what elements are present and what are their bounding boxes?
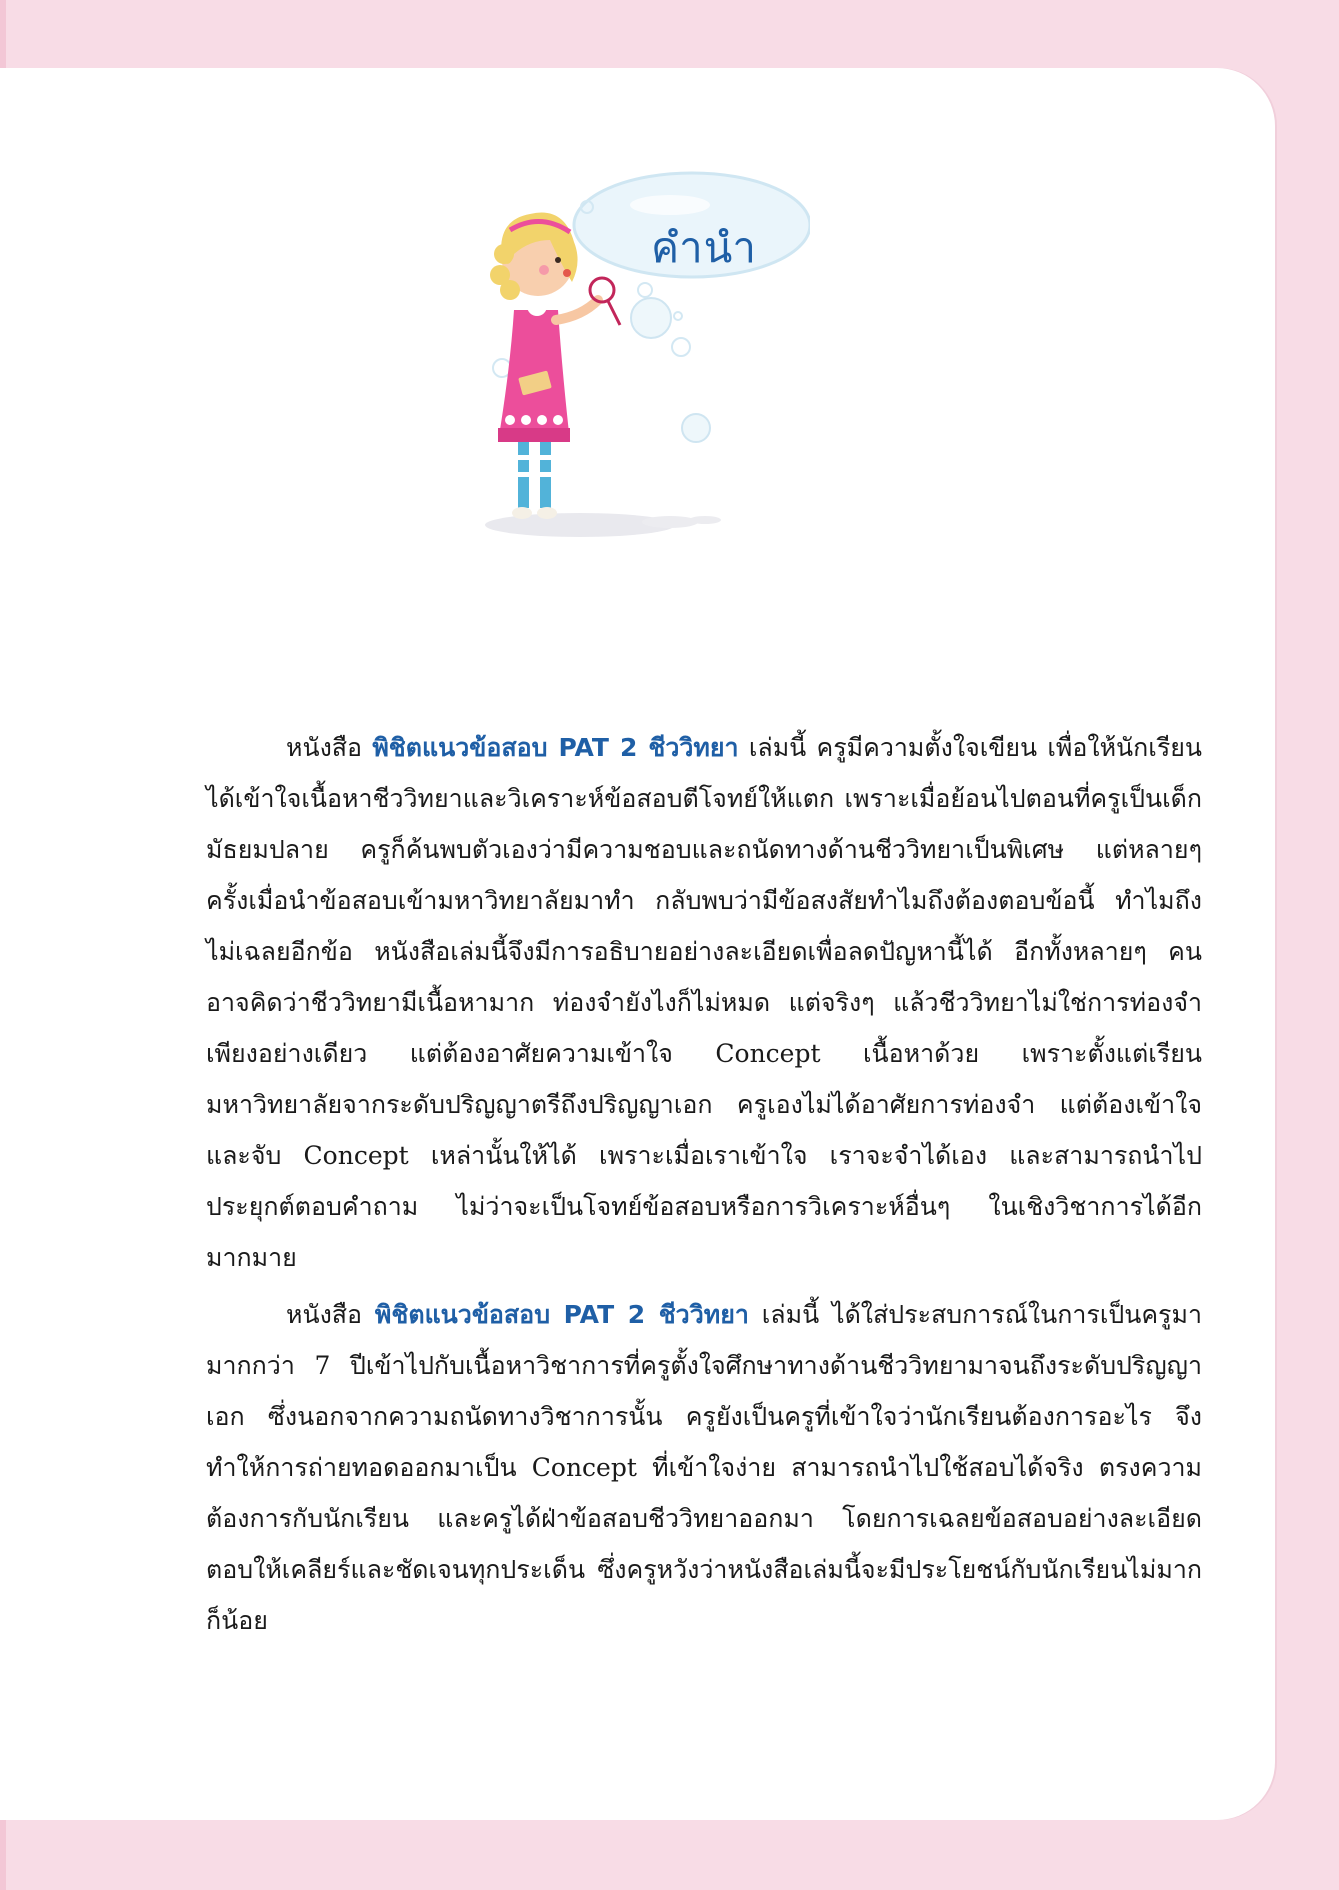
paragraph-1-book-title: พิชิตแนวข้อสอบ PAT 2 ชีววิทยา [372,733,739,762]
body-content [206,722,1202,1646]
paragraph-2 [206,1289,1202,1646]
paragraph-2-prefix: หนังสือ [286,1300,363,1329]
paragraph-1-text: เล่มนี้ ครูมีความตั้งใจเขียน เพื่อให้นักเรียนได้เข้าใจเนื้อหาชีววิทยาและวิเคราะห์ข้อสอบตีโจทย์ให้แตก เพราะเมื่อย้อนไปตอนที่ครูเป็นเด็กมัธยมปลาย ครูก็ค้นพบตัวเองว่ามีความชอบและถนัดทางด้านชีววิทยาเป็นพิเศษ แต่หลายๆ ครั้งเมื่อนำข้อสอบเข้ามหาวิทยาลัยมาทำ กลับพบว่ามีข้อสงสัยทำไมถึงต้องตอบข้อนี้ ทำไมถึงไม่เฉลยอีกข้อ หนังสือเล่มนี้จึงมีการอธิบายอย่างละเอียดเพื่อลดปัญหานี้ได้ อีกทั้งหลายๆ คน อาจคิดว่าชีววิทยามีเนื้อหามาก ท่องจำยังไงก็ไม่หมด แต่จริงๆ แล้วชีววิทยาไม่ใช่การท่องจำเพียงอย่างเดียว แต่ต้องอาศัยความเข้าใจ Concept เนื้อหาด้วย เพราะตั้งแต่เรียนมหาวิทยาลัยจากระดับปริญญาตรีถึงปริญญาเอก ครูเองไม่ได้อาศัยการท่องจำ แต่ต้องเข้าใจและจับ Concept เหล่านั้นให้ได้ เพราะเมื่อเราเข้าใจ เราจะจำได้เอง และสามารถนำไปประยุกต์ตอบคำถาม ไม่ว่าจะเป็นโจทย์ข้อสอบหรือการวิเคราะห์อื่นๆ ในเชิงวิชาการได้อีกมากมาย [206,733,1202,1272]
page-title: คำนำ [651,223,757,272]
paragraph-2-book-title: พิชิตแนวข้อสอบ PAT 2 ชีววิทยา [374,1300,749,1329]
paragraph-1-prefix: หนังสือ [286,733,363,762]
paragraph-2-text: เล่มนี้ ได้ใส่ประสบการณ์ในการเป็นครูมามากกว่า 7 ปีเข้าไปกับเนื้อหาวิชาการที่ครูตั้งใจศึกษาทางด้านชีววิทยามาจนถึงระดับปริญญาเอก ซึ่งนอกจากความถนัดทางวิชาการนั้น ครูยังเป็นครูที่เข้าใจว่านักเรียนต้องการอะไร จึงทำให้การถ่ายทอดออกมาเป็น Concept ที่เข้าใจง่าย สามารถนำไปใช้สอบได้จริง ตรงความต้องการกับนักเรียน และครูได้ฝ่าข้อสอบชีววิทยาออกมา โดยการเฉลยข้อสอบอย่างละเอียด ตอบให้เคลียร์และชัดเจนทุกประเด็น ซึ่งครูหวังว่าหนังสือเล่มนี้จะมีประโยชน์กับนักเรียนไม่มากก็น้อย [206,1300,1202,1635]
paragraph-1 [206,722,1202,1283]
